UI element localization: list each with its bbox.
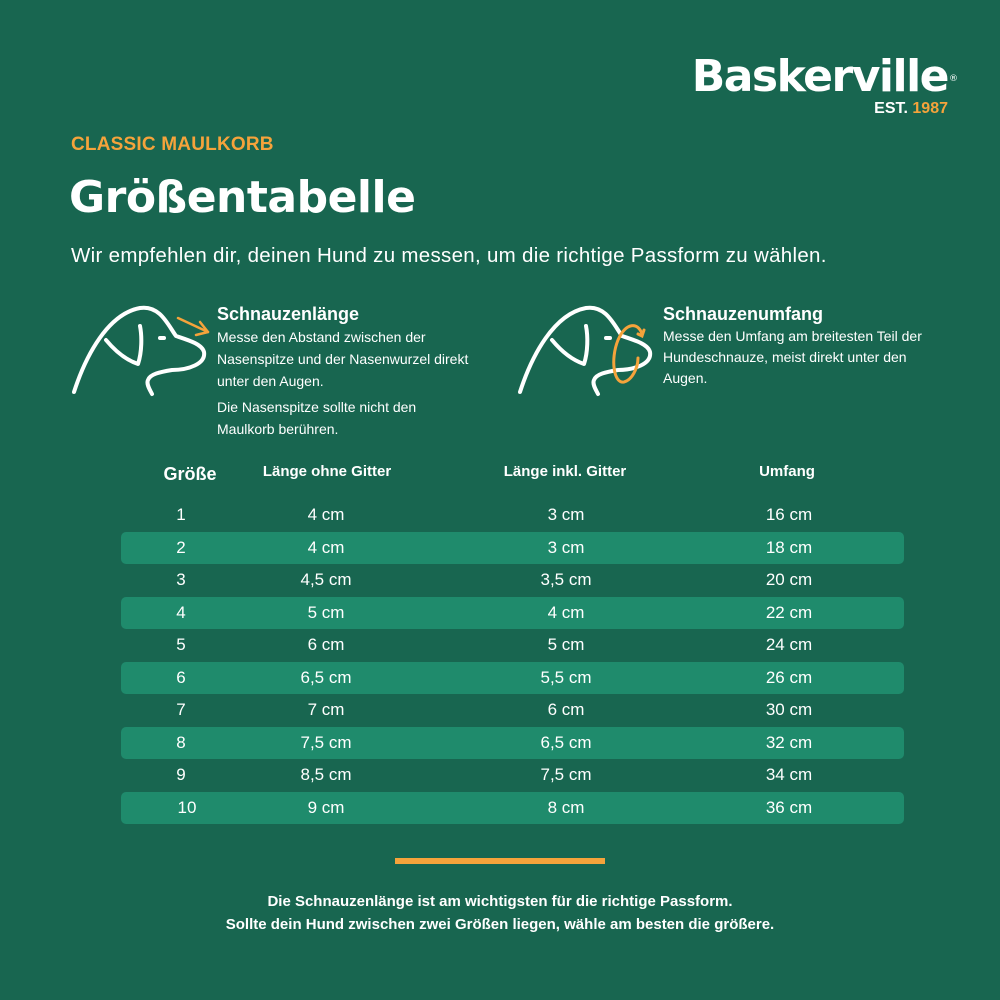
cell-length-with-grid: 4 cm <box>547 602 585 622</box>
measure-circumference <box>514 300 943 400</box>
cell-circumference: 20 cm <box>765 570 813 589</box>
cell-length-without-grid: 4,5 cm <box>300 570 352 589</box>
measure-length-title: Schnauzenlänge <box>217 304 360 324</box>
header-circumference: Umfang <box>759 463 815 480</box>
cell-length-without-grid: 5 cm <box>307 602 345 622</box>
table-row <box>121 727 904 760</box>
cell-length-without-grid: 6,5 cm <box>300 667 352 687</box>
table-row <box>121 532 904 565</box>
cell-length-without-grid: 4 cm <box>307 505 345 524</box>
size-table <box>121 455 904 824</box>
cell-size: 1 <box>176 505 186 524</box>
cell-length-without-grid: 9 cm <box>307 797 345 817</box>
cell-size: 9 <box>176 765 186 784</box>
table-row <box>121 629 904 662</box>
page-title: Größentabelle <box>69 172 416 223</box>
table-row <box>121 694 904 727</box>
table-row <box>121 564 904 597</box>
table-row <box>121 499 904 532</box>
page-subtitle: Wir empfehlen dir, deinen Hund zu messen, um die richtige Passform zu wählen. <box>71 244 827 267</box>
cell-size: 3 <box>176 570 186 589</box>
header-length-without-grid: Länge ohne Gitter <box>262 463 392 480</box>
footer-line-2: Sollte dein Hund zwischen zwei Größen liegen, wähle am besten die größere. <box>225 916 775 933</box>
measure-length <box>68 300 502 440</box>
cell-size: 7 <box>176 700 186 719</box>
cell-length-with-grid: 7,5 cm <box>540 765 592 784</box>
cell-circumference: 24 cm <box>765 635 813 654</box>
footer-note <box>0 890 1000 936</box>
cell-size: 4 <box>176 602 186 622</box>
dog-head-length-icon <box>68 300 212 400</box>
cell-size: 5 <box>176 635 186 654</box>
cell-circumference: 22 cm <box>765 602 813 622</box>
measure-length-note: Die Nasenspitze sollte nicht den Maulkorb berühren. <box>217 399 417 437</box>
brand-name: Baskerville ® <box>691 51 958 102</box>
footer-line-1: Die Schnauzenlänge ist am wichtigsten für die richtige Passform. <box>267 893 733 910</box>
registered-mark: ® <box>949 74 958 84</box>
cell-circumference: 16 cm <box>765 505 813 524</box>
cell-length-with-grid: 3,5 cm <box>540 570 592 589</box>
cell-length-without-grid: 8,5 cm <box>300 765 352 784</box>
header-length-with-grid: Länge inkl. Gitter <box>503 463 627 480</box>
cell-length-with-grid: 6,5 cm <box>540 732 592 752</box>
measure-circumference-title: Schnauzenumfang <box>663 304 824 324</box>
cell-size: 2 <box>176 537 186 557</box>
accent-divider <box>395 858 605 864</box>
cell-circumference: 30 cm <box>765 700 813 719</box>
cell-length-without-grid: 7 cm <box>307 700 345 719</box>
cell-circumference: 32 cm <box>765 732 813 752</box>
cell-size: 10 <box>177 797 197 817</box>
cell-circumference: 34 cm <box>765 765 813 784</box>
table-row <box>121 759 904 792</box>
cell-length-with-grid: 3 cm <box>547 537 585 557</box>
measure-circumference-description: Messe den Umfang am breitesten Teil der Hundeschnauze, meist direkt unter den Augen. <box>663 328 922 386</box>
cell-length-with-grid: 5 cm <box>547 635 585 654</box>
cell-length-with-grid: 6 cm <box>547 700 585 719</box>
table-row <box>121 792 904 825</box>
measure-length-description: Messe den Abstand zwischen der Nasenspitze und der Nasenwurzel direkt unter den Augen. <box>217 329 469 389</box>
brand-logo <box>691 51 958 118</box>
cell-length-with-grid: 5,5 cm <box>540 667 592 687</box>
header-size: Größe <box>163 464 217 484</box>
cell-length-without-grid: 6 cm <box>307 635 345 654</box>
cell-circumference: 36 cm <box>765 797 813 817</box>
cell-length-with-grid: 3 cm <box>547 505 585 524</box>
table-row <box>121 597 904 630</box>
cell-size: 6 <box>176 667 186 687</box>
brand-established: EST. 1987 <box>874 100 948 117</box>
cell-size: 8 <box>176 732 186 752</box>
table-row <box>121 662 904 695</box>
cell-length-without-grid: 7,5 cm <box>300 732 352 752</box>
dog-head-circumference-icon <box>514 300 658 400</box>
product-eyebrow: CLASSIC MAULKORB <box>71 134 274 155</box>
cell-length-with-grid: 8 cm <box>547 797 585 817</box>
cell-circumference: 26 cm <box>765 667 813 687</box>
cell-length-without-grid: 4 cm <box>307 537 345 557</box>
table-header <box>121 455 904 499</box>
cell-circumference: 18 cm <box>765 537 813 557</box>
brand-year: 1987 <box>912 100 948 117</box>
